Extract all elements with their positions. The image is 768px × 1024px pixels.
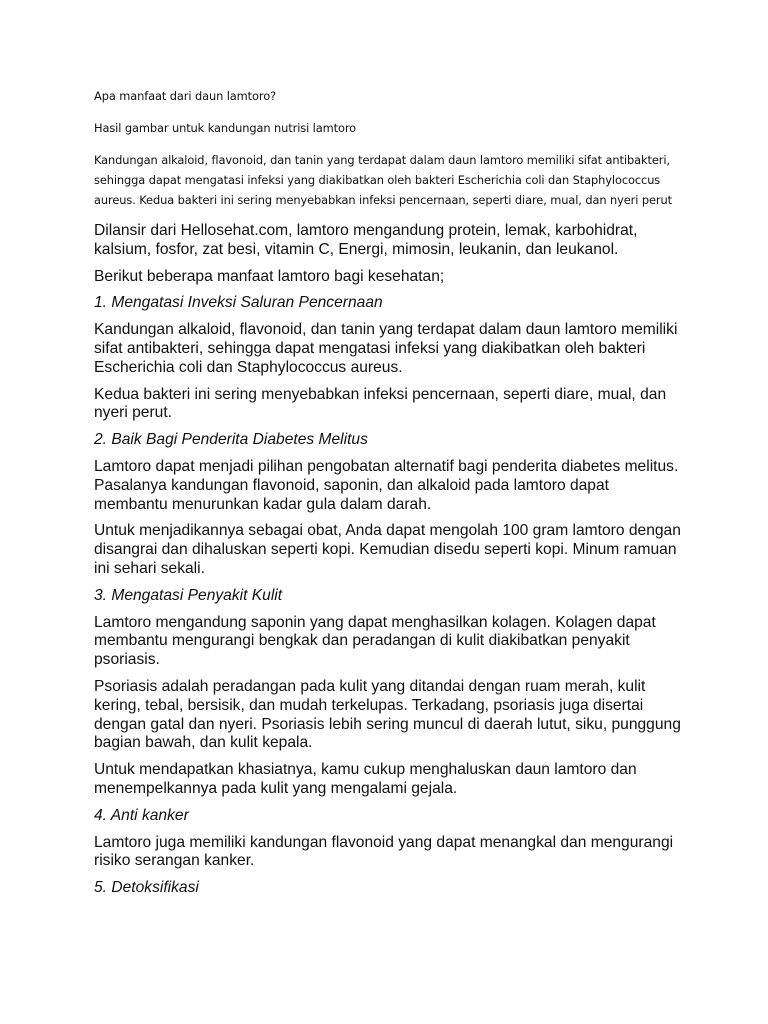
image-caption: Hasil gambar untuk kandungan nutrisi lamtoro bbox=[94, 121, 357, 135]
section-heading: 1. Mengatasi Inveksi Saluran Pencernaan bbox=[94, 294, 383, 312]
section-paragraph: Kedua bakteri ini sering menyebabkan infeksi pencernaan, seperti diare, mual, dan nyeri perut. bbox=[94, 385, 667, 422]
intro-question: Apa manfaat dari daun lamtoro? bbox=[94, 89, 277, 103]
section-heading: 4. Anti kanker bbox=[94, 806, 189, 824]
section-paragraph: Untuk mendapatkan khasiatnya, kamu cukup menghaluskan daun lamtoro dan menempelkannya pada kulit yang mengalami gejala. bbox=[94, 761, 637, 797]
source-paragraph: Dilansir dari Hellosehat.com, lamtoro mengandung protein, lemak, karbohidrat, kalsium, fosfor, zat besi, vitamin C, Energi, mimosin, leukanin, dan leukanol. bbox=[94, 222, 638, 258]
document-page bbox=[94, 86, 684, 906]
section-paragraph: Kandungan alkaloid, flavonoid, dan tanin yang terdapat dalam daun lamtoro memiliki sifat antibakteri, sehingga dapat mengatasi infeksi yang diakibatkan oleh bakteri Escherichia coli dan Staphylococcus aureus. bbox=[94, 321, 678, 376]
section-heading: 2. Baik Bagi Penderita Diabetes Melitus bbox=[94, 431, 368, 449]
section-paragraph: Lamtoro dapat menjadi pilihan pengobatan alternatif bagi penderita diabetes melitus. Pasalanya kandungan flavonoid, saponin, dan alkaloid pada lamtoro dapat membantu menurunkan kadar gula dalam darah. bbox=[94, 457, 679, 513]
intro-summary: Kandungan alkaloid, flavonoid, dan tanin yang terdapat dalam daun lamtoro memiliki sifat antibakteri, sehingga dapat mengatasi infeksi yang diakibatkan oleh bakteri Escherichia coli dan Staphylococcus aureus. Kedua bakteri ini sering menyebabkan infeksi pencernaan, seperti diare, mual, dan nyeri perut bbox=[94, 153, 672, 207]
section-heading: 5. Detoksifikasi bbox=[94, 879, 199, 897]
section-paragraph: Psoriasis adalah peradangan pada kulit yang ditandai dengan ruam merah, kulit kering, tebal, bersisik, dan mudah terkelupas. Terkadang, psoriasis juga disertai dengan gatal dan nyeri. Psoriasis lebih sering muncul di daerah lutut, siku, punggung bagian bawah, dan kulit kepala. bbox=[94, 677, 681, 752]
section-paragraph: Lamtoro juga memiliki kandungan flavonoid yang dapat menangkal dan mengurangi risiko serangan kanker. bbox=[94, 833, 674, 870]
section-paragraph: Lamtoro mengandung saponin yang dapat menghasilkan kolagen. Kolagen dapat membantu mengurangi bengkak dan peradangan di kulit diakibatkan penyakit psoriasis. bbox=[94, 613, 656, 669]
section-paragraph: Untuk menjadikannya sebagai obat, Anda dapat mengolah 100 gram lamtoro dengan disangrai dan dihaluskan seperti kopi. Kemudian disedu seperti kopi. Minum ramuan ini sehari sekali. bbox=[94, 522, 681, 577]
lead-paragraph: Berikut beberapa manfaat lamtoro bagi kesehatan; bbox=[94, 267, 445, 285]
section-heading: 3. Mengatasi Penyakit Kulit bbox=[94, 586, 283, 604]
